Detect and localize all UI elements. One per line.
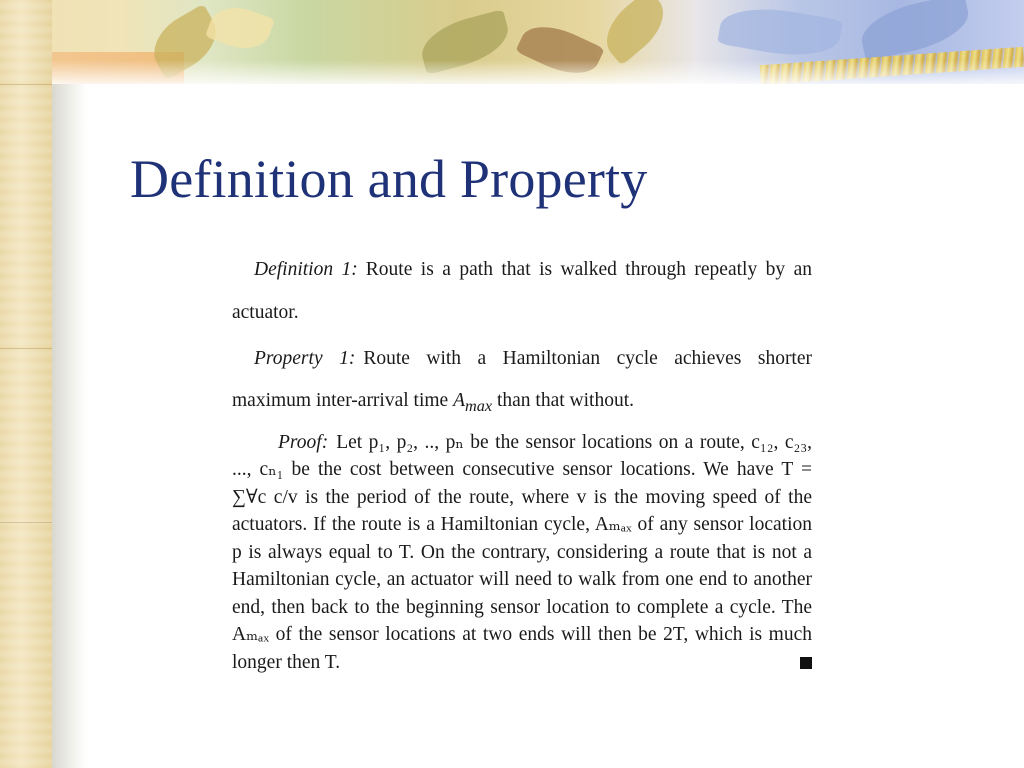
property-text: Route with a Hamiltonian cycle achieves shorter maximum inter-arrival time [232, 348, 812, 411]
property-label: Property 1: [254, 348, 356, 369]
proof-label: Proof: [278, 431, 329, 453]
indent [232, 432, 278, 453]
amax-subscript: max [465, 396, 493, 415]
leaf-decoration [205, 0, 275, 57]
strip-seam [0, 84, 52, 85]
decorative-banner [0, 0, 1024, 84]
proof-paragraph [232, 429, 812, 677]
proof-text: Let p₁, p₂, .., pₙ be the sensor locations on a route, c₁₂, c₂₃, ..., cₙ₁ be the cost between consecutive sensor locations. We have T = ∑∀c c/v is the period of the route, where v is the moving speed of the actuators. If the route is a Hamiltonian cycle, Aₘₐₓ of any sensor location p is always equal to T. On the contrary, considering a route that is not a Hamiltonian cycle, an actuator will need to walk from one end to another end, then back to the beginning sensor location to complete a cycle. The Aₘₐₓ of the sensor locations at two ends will then be 2T, which is much longer then T. [232, 431, 812, 673]
indent [232, 348, 254, 369]
amax-symbol [453, 390, 493, 415]
slide-title: Definition and Property [130, 149, 648, 209]
leaf-decoration [595, 0, 676, 66]
indent [232, 259, 254, 280]
definition-label: Definition 1: [254, 259, 358, 280]
leaf-decoration [717, 0, 843, 64]
definition-paragraph [232, 248, 812, 334]
qed-square-icon [800, 657, 812, 669]
strip-seam [0, 522, 52, 523]
page-shadow [52, 84, 86, 768]
decorative-left-strip [0, 0, 52, 768]
amax-base: A [453, 390, 466, 411]
property-paragraph [232, 338, 812, 427]
definition-text: Route is a path that is walked through repeatly by an actuator. [232, 259, 813, 323]
property-text-end: than that without. [496, 390, 634, 411]
scanned-text-block [232, 248, 812, 676]
strip-seam [0, 348, 52, 349]
banner-fade [52, 60, 1024, 84]
